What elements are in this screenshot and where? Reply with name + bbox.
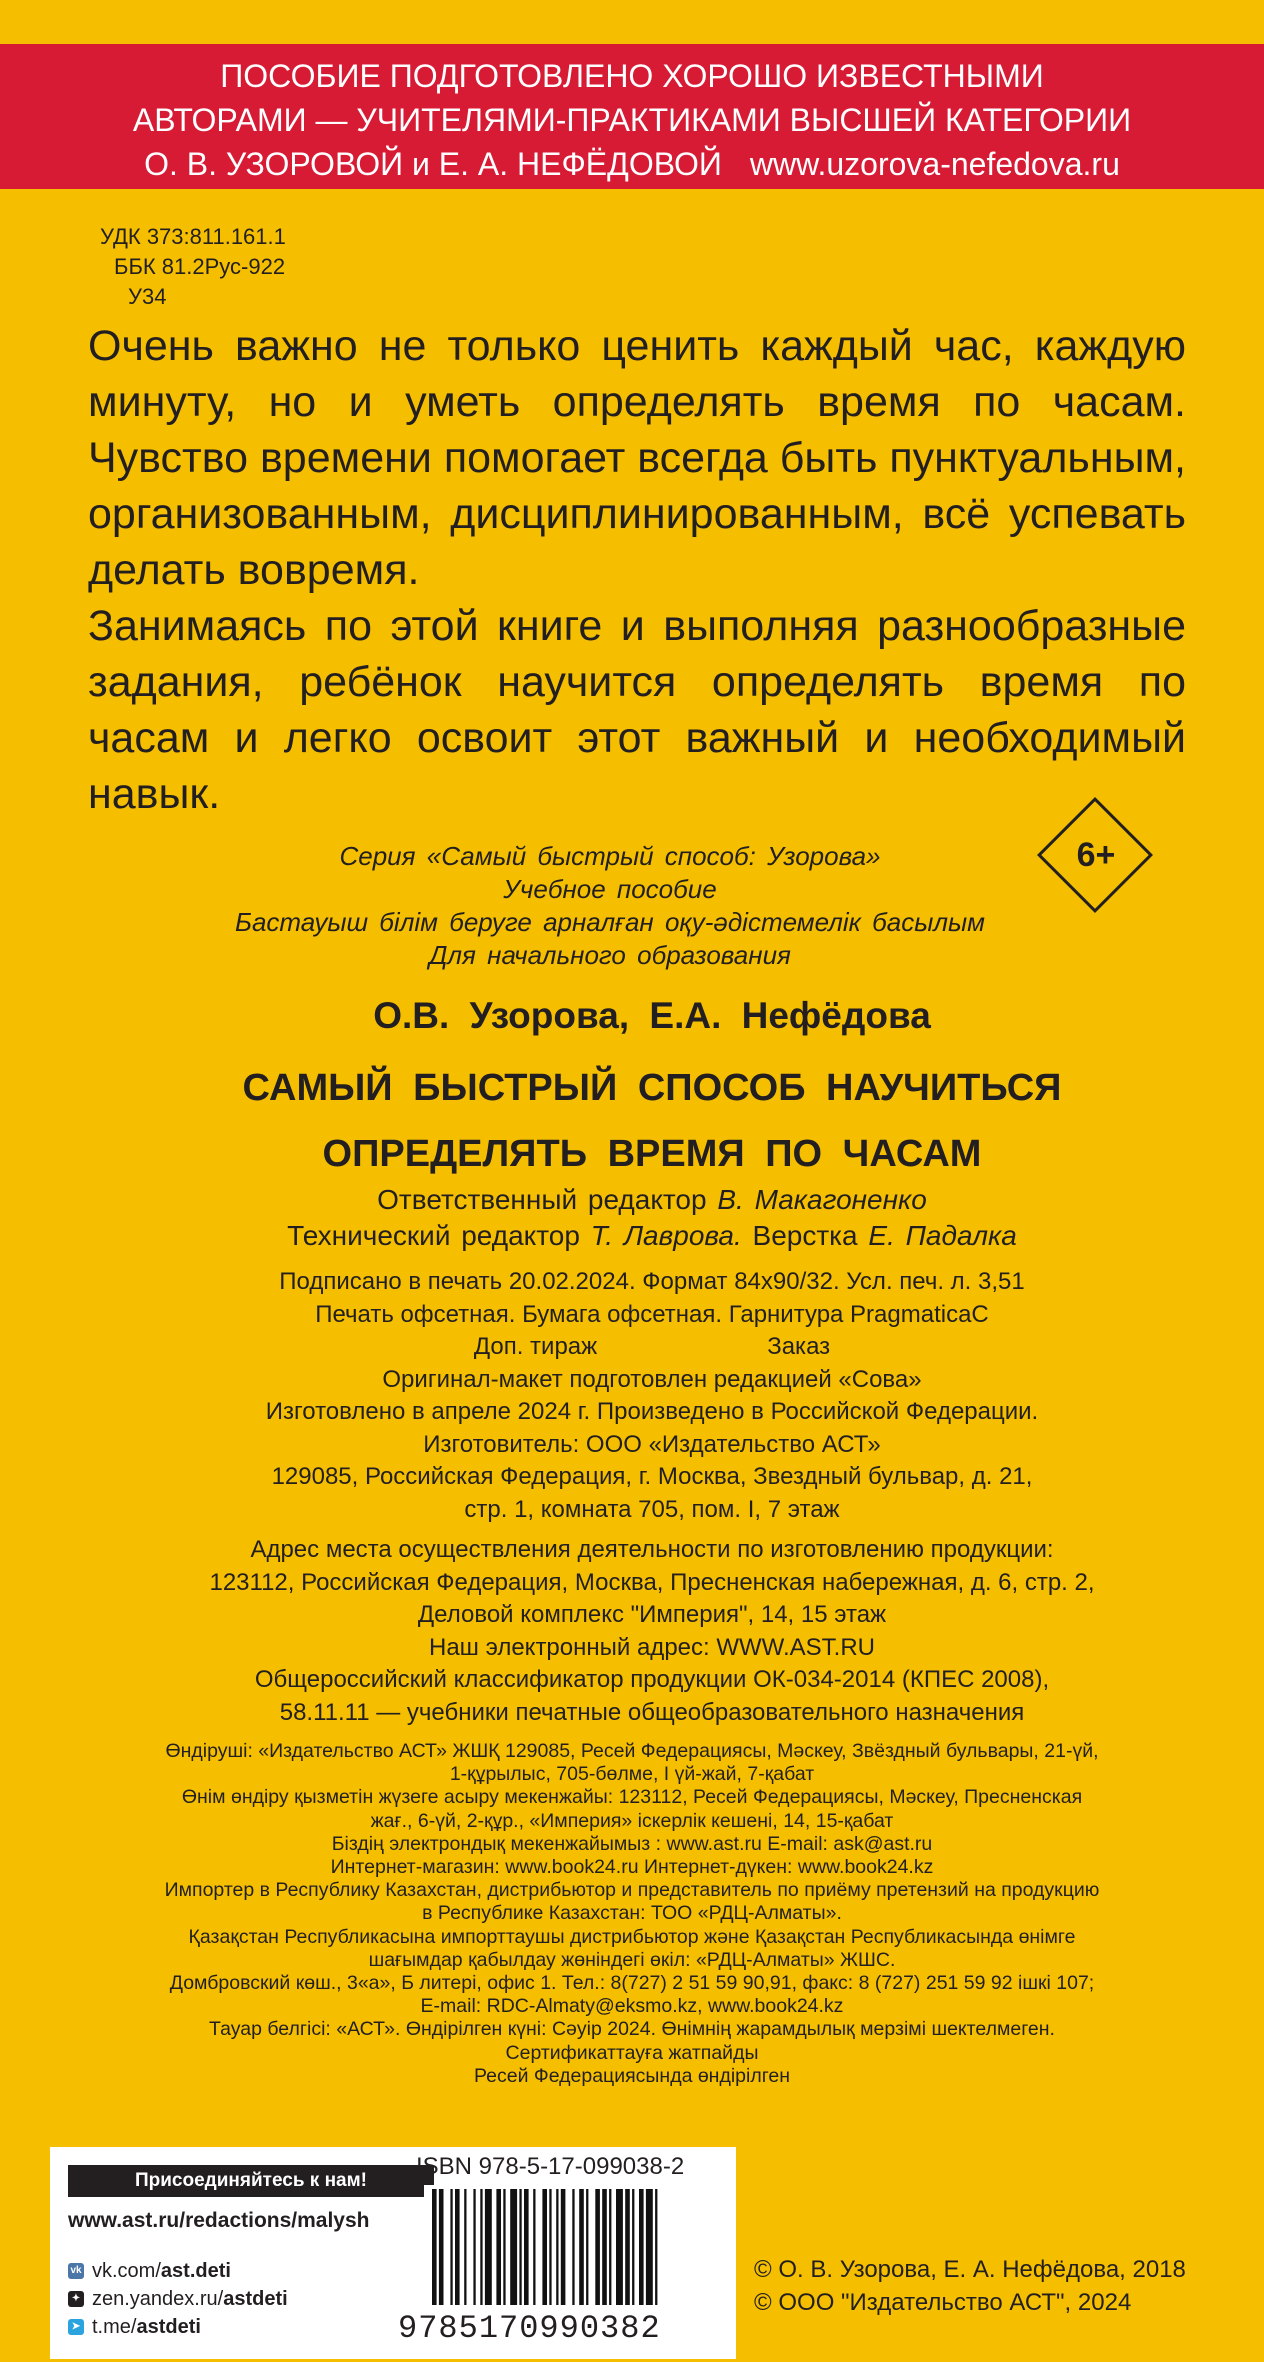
technical-editor-name: Т. Лаврова.: [590, 1220, 742, 1251]
book-description: [88, 318, 1186, 822]
kazakhstan-imprint: [0, 1740, 1264, 2088]
zen-link-prefix: zen.yandex.ru/: [92, 2288, 224, 2310]
vk-link-handle: ast.deti: [160, 2260, 231, 2282]
publisher-site-link[interactable]: www.ast.ru/redactions/malysh: [68, 2209, 370, 2232]
imprint-line: Изготовитель: ООО «Издательство АСТ»: [423, 1430, 881, 1458]
education-level: Для начального образования: [429, 940, 791, 970]
zen-link-handle: astdeti: [223, 2288, 288, 2310]
responsible-editor-label: Ответственный редактор: [377, 1184, 707, 1215]
barcode-number: 9785170990382: [398, 2310, 661, 2347]
banner-author-names: О. В. УЗОРОВОЙ и Е. А. НЕФЁДОВОЙ: [144, 146, 722, 182]
imprint-line: Общероссийский классификатор продукции ОК-034-2014 (КПЕС 2008),: [254, 1666, 1050, 1693]
kz-line: в Республике Казахстан: ТОО «РДЦ-Алматы».: [422, 1902, 842, 1925]
imprint-line: стр. 1, комната 705, пом. I, 7 этаж: [464, 1495, 840, 1523]
technical-editor-label: Технический редактор: [287, 1220, 580, 1251]
imprint-line: Изготовлено в апреле 2024 г. Произведено в Российской Федерации.: [265, 1398, 1039, 1425]
isbn-label: ISBN 978-5-17-099038-2: [416, 2153, 685, 2180]
kz-line: Импортер в Республику Казахстан, дистрибьютор и представитель по приёму претензий на продукцию: [164, 1879, 1100, 1902]
imprint-line: Оригинал-макет подготовлен редакцией «Сова»: [382, 1365, 922, 1393]
kz-line: шағымдар қабылдау жөніндегі өкіл: «РДЦ-Алматы» ЖШС.: [368, 1948, 896, 1971]
layout-name: Е. Падалка: [868, 1220, 1017, 1251]
imprint-line: Наш электронный адрес: WWW.AST.RU: [429, 1633, 875, 1661]
kz-line: Сертификаттауға жатпайды: [505, 2041, 759, 2064]
title-line-2: ОПРЕДЕЛЯТЬ ВРЕМЯ ПО ЧАСАМ: [322, 1133, 982, 1175]
join-us-label: Присоединяйтесь к нам!: [68, 2165, 434, 2197]
kz-line: E-mail: RDC-Almaty@eksmo.kz, www.book24.kz: [420, 1995, 844, 2018]
kz-line: Тауар белгісі: «АСТ». Өндірілген күні: Сәуір 2024. Өнімнің жарамдылық мерзімі шектелмеген.: [209, 2018, 1055, 2041]
banner-line-2: АВТОРАМИ — УЧИТЕЛЯМИ-ПРАКТИКАМИ ВЫСШЕЙ КАТЕГОРИИ: [132, 102, 1132, 138]
description-paragraph-2: Занимаясь по этой книге и выполняя разнообразные задания, ребёнок научится определять время по часам и легко освоит этот важный и необходимый навык.: [88, 602, 1186, 818]
kz-line: Өнім өндіру қызметін жүзеге асыру мекенжайы: 123112, Ресей Федерациясы, Мәскеу, Пресненская: [181, 1786, 1083, 1809]
order-label: Заказ: [767, 1333, 831, 1360]
imprint-block: [0, 1266, 1264, 1729]
layout-label: Верстка: [752, 1220, 858, 1251]
zen-link[interactable]: [68, 2285, 288, 2313]
series-info: [170, 840, 1050, 972]
telegram-link-handle: astdeti: [136, 2316, 201, 2338]
editors-credits: [0, 1182, 1264, 1254]
imprint-line: Подписано в печать 20.02.2024. Формат 84x90/32. Усл. печ. л. 3,51: [279, 1268, 1025, 1295]
book-authors: О.В. Узорова, Е.А. Нефёдова: [373, 995, 931, 1036]
description-paragraph-1: Очень важно не только ценить каждый час, каждую минуту, но и уметь определять время по часам. Чувство времени помогает всегда быть пунктуальным, организованным, дисциплинированным, всё успевать делать вовремя.: [88, 322, 1186, 594]
publication-type: Учебное пособие: [503, 874, 717, 904]
author-mark: У34: [128, 284, 167, 309]
title-line-1: САМЫЙ БЫСТРЫЙ СПОСОБ НАУЧИТЬСЯ: [242, 1067, 1062, 1109]
vk-link[interactable]: [68, 2257, 288, 2285]
age-rating-label: 6+: [1076, 836, 1116, 874]
udk-code: УДК 373:811.161.1: [100, 224, 286, 249]
imprint-line: 123112, Российская Федерация, Москва, Пресненская набережная, д. 6, стр. 2,: [209, 1568, 1095, 1596]
imprint-line: Деловой комплекс "Империя", 14, 15 этаж: [417, 1601, 887, 1628]
responsible-editor-name: В. Макагоненко: [717, 1184, 927, 1215]
vk-icon: vk: [68, 2263, 84, 2279]
kz-line: Өндіруші: «Издательство АСТ» ЖШҚ 129085, Ресей Федерациясы, Мәскеу, Звёздный бульвары, 21-үй,: [165, 1740, 1099, 1762]
isbn-barcode: [424, 2185, 734, 2309]
kz-line: Ресей Федерациясында өндірілген: [473, 2064, 791, 2087]
vk-link-prefix: vk.com/: [92, 2260, 161, 2282]
bbk-code: ББК 81.2Рус-922: [114, 254, 286, 279]
banner-line-3: [0, 142, 1264, 186]
author-banner: [0, 44, 1264, 189]
kz-line: Біздің электрондық мекенжайымыз : www.ast.ru E-mail: ask@ast.ru: [331, 1832, 933, 1855]
kz-line: 1-құрылыс, 705-бөлме, I үй-жай, 7-қабат: [449, 1763, 815, 1786]
zen-icon: ✦: [68, 2291, 84, 2307]
imprint-line: Печать офсетная. Бумага офсетная. Гарнитура PragmaticaC: [315, 1300, 989, 1328]
technical-editor: [40, 1218, 1264, 1254]
series-name: Серия «Самый быстрый способ: Узорова»: [339, 841, 881, 871]
telegram-icon: ➤: [68, 2319, 84, 2335]
telegram-link[interactable]: [68, 2313, 288, 2341]
social-links: [68, 2257, 288, 2341]
responsible-editor: [40, 1182, 1264, 1218]
imprint-line: Адрес места осуществления деятельности по изготовлению продукции:: [250, 1536, 1054, 1563]
banner-line-1: ПОСОБИЕ ПОДГОТОВЛЕНО ХОРОШО ИЗВЕСТНЫМИ: [220, 58, 1044, 94]
copyright-notice: [754, 2253, 1186, 2319]
book-title: [0, 1055, 1264, 1187]
kz-line: Интернет-магазин: www.book24.ru Интернет-дүкен: www.book24.kz: [330, 1856, 934, 1879]
copyright-authors: © О. В. Узорова, Е. А. Нефёдова, 2018: [754, 2256, 1186, 2283]
publication-type-kz: Бастауыш білім беруге арналған оқу-әдістемелік басылым: [235, 907, 985, 937]
copyright-publisher: © ООО "Издательство АСТ", 2024: [754, 2289, 1132, 2316]
imprint-line: 129085, Российская Федерация, г. Москва, Звездный бульвар, д. 21,: [271, 1463, 1033, 1490]
kz-line: Қазақстан Республикасына импорттаушы дистрибьютор және Қазақстан Республикасында өнімге: [188, 1925, 1076, 1948]
kz-line: жағ., 6-үй, 2-құр., «Империя» іскерлік кешені, 14, 15-қабат: [370, 1809, 894, 1832]
kz-line: Домбровский көш., 3«а», Б литері, офис 1. Тел.: 8(727) 2 51 59 90,91, факс: 8 (727) 251 59 92 ішкі 107;: [169, 1972, 1095, 1995]
imprint-line: [40, 1331, 1264, 1364]
additional-print-run: Доп. тираж: [473, 1333, 598, 1360]
classification-codes: [100, 222, 286, 312]
banner-website-link[interactable]: www.uzorova-nefedova.ru: [749, 146, 1120, 182]
telegram-link-prefix: t.me/: [92, 2316, 137, 2338]
imprint-line: 58.11.11 — учебники печатные общеобразовательного назначения: [279, 1698, 1025, 1726]
